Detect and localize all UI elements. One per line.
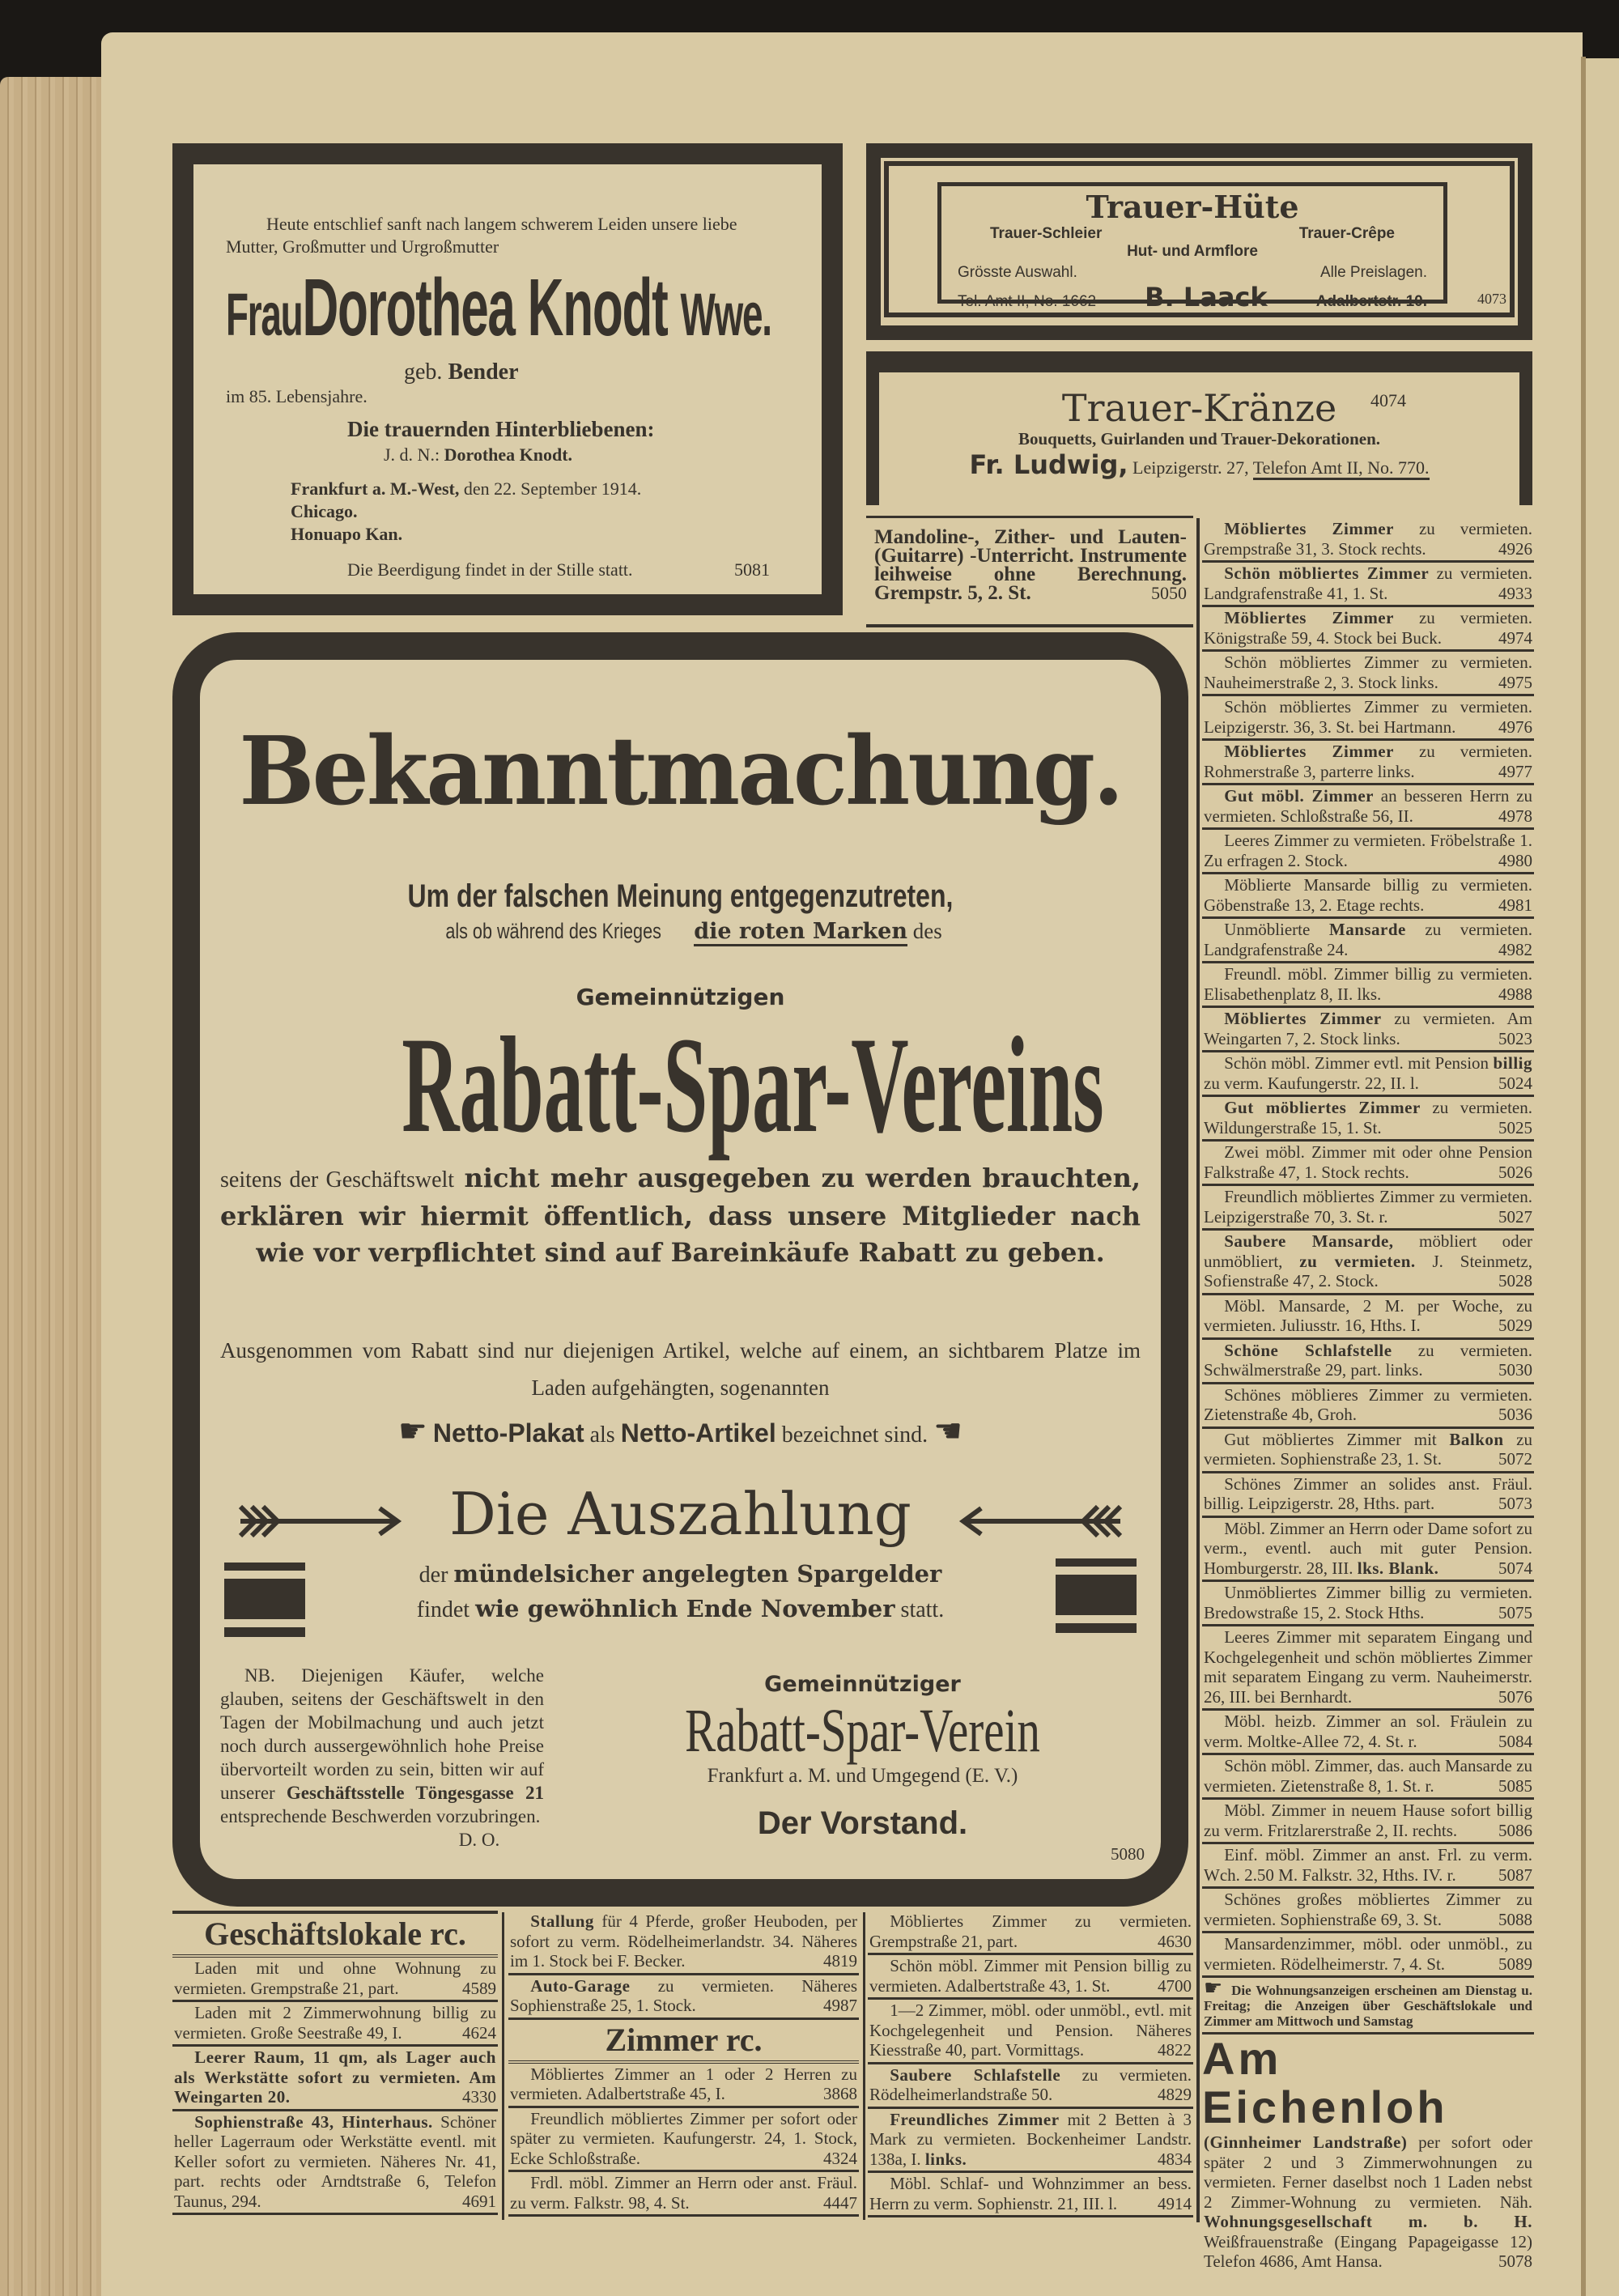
ad-bold-text: Schön möbliertes Zimmer xyxy=(1224,563,1430,583)
classified-ad xyxy=(172,2047,498,2111)
ad-number: 4933 xyxy=(1498,583,1532,603)
ad-number: 5027 xyxy=(1498,1206,1532,1227)
ad-text: für 4 Pferde, großer Heuboden, per sofort zu verm. Rödelheimerlandstr. 34. Näheres im 1. Stock bei F. Becker. xyxy=(510,1911,857,1971)
ad-number: 5073 xyxy=(1498,1494,1532,1513)
ad-text: Schön möbliertes Zimmer zu vermieten. Nauheimerstraße 2, 3. Stock links. xyxy=(1204,653,1532,692)
ad-bold-text: Freundliches Zimmer xyxy=(890,2109,1060,2129)
pay1-start: der xyxy=(419,1563,448,1588)
ad-bold-text: Möbliertes Zimmer xyxy=(1224,519,1394,538)
classified-ad xyxy=(172,1958,498,2002)
pay2-end: statt. xyxy=(900,1597,945,1622)
ad-number: 4074 xyxy=(1370,390,1406,410)
ad-number: 5084 xyxy=(1498,1731,1532,1751)
ad-number: 4982 xyxy=(1498,939,1532,959)
line2-start: als ob während des Krieges xyxy=(445,919,662,943)
eichenloh-ad xyxy=(1202,2035,1534,2273)
classified-ad xyxy=(1202,652,1534,696)
classified-ad xyxy=(1202,1429,1534,1473)
ad-text: Mandoline-, Zither- und Lauten- (Guitarre) -Unterricht. Instrumente leihweise ohne Berechnung. Grempstr. 5, 2. St. xyxy=(874,526,1187,604)
pointing-hand-left-icon: ☚ xyxy=(933,1413,962,1450)
sig-org: Rabatt-Spar-Verein xyxy=(685,1697,1040,1765)
classified-ad xyxy=(1202,874,1534,919)
ad-number: 4819 xyxy=(823,1951,857,1971)
ad-number: 4691 xyxy=(462,2191,496,2211)
ad-number: 5050 xyxy=(1151,583,1187,603)
next-page-edge xyxy=(1586,58,1619,2296)
ad-text: Möbl. heizb. Zimmer an sol. Fräulein zu verm. Moltke-Allee 72, 4. St. r. xyxy=(1204,1711,1532,1751)
ad-text: Schönes Zimmer an solides anst. Fräul. billig. Leipzigerstr. 28, Hths. part. xyxy=(1204,1473,1532,1513)
classified-ad xyxy=(1202,563,1534,607)
classified-ad xyxy=(172,2111,498,2216)
item-armflore: Hut- und Armflore xyxy=(1127,243,1258,260)
ad-bold-text: Mansarde xyxy=(1328,920,1406,939)
ad-bold-text: Gut möbl. Zimmer xyxy=(1224,786,1374,806)
classified-ad xyxy=(508,1911,859,1975)
ad-number: 5078 xyxy=(1498,2251,1532,2271)
ad-number: 4829 xyxy=(1158,2085,1192,2104)
ad-number: 5080 xyxy=(1111,1844,1145,1864)
ad-text: Freundl. möbl. Zimmer billig zu vermieten. Elisabethenplatz 8, II. lks. xyxy=(1204,964,1532,1004)
publication-notice xyxy=(1202,1978,1534,2035)
nb-signature: D. O. xyxy=(458,1830,500,1850)
classified-ad xyxy=(1202,741,1534,785)
section-heading-rooms: Zimmer rc. xyxy=(508,2020,859,2064)
obituary-intro: Heute entschlief sanft nach langem schwerem Leiden unsere liebe Mutter, Großmutter und Urgroßmutter xyxy=(226,214,737,257)
ad-number: 4834 xyxy=(1158,2149,1192,2169)
classified-ad xyxy=(1202,1626,1534,1711)
ad-text: Mansardenzimmer, möbl. oder unmöbl., zu vermieten. Rödelheimerstr. 7, 4. St. xyxy=(1204,1934,1532,1974)
ad-text: Weißfrauenstraße (Eingang Papageigasse 12) Telefon 4686, Amt Hansa. xyxy=(1204,2231,1532,2271)
ad-number: 4981 xyxy=(1498,895,1532,915)
classified-ad xyxy=(1202,1582,1534,1626)
ad-bold-text: links. xyxy=(924,2149,967,2169)
ad-text: Möblierte Mansarde billig zu vermieten. Göbenstraße 13, 2. Etage rechts. xyxy=(1204,875,1532,915)
ad-text: zu vermieten. Sophienstraße 23, 1. St. xyxy=(1204,1429,1532,1469)
pointing-hand-right-icon: ☛ xyxy=(398,1413,427,1450)
ad-text: Schönes großes möbliertes Zimmer zu vermieten. Sophienstraße 69, 3. St. xyxy=(1204,1890,1532,1929)
ad-text: Möbl. Zimmer in neuem Hause sofort billig zu verm. Fritzlarerstraße 2, II. rechts. xyxy=(1204,1801,1532,1840)
ad-number: 5025 xyxy=(1498,1117,1532,1137)
ad-bold-text: Möbliertes Zimmer xyxy=(1224,742,1394,761)
ad-bold-text: Saubere Schlafstelle xyxy=(890,2064,1061,2085)
obituary-notice xyxy=(172,143,843,615)
nb-paragraph xyxy=(220,1664,544,1852)
selection-text: Grösste Auswahl. xyxy=(958,264,1077,281)
ad-text: Unmöbliertes Zimmer billig zu vermieten. Bredowstraße 15, 2. Stock Hths. xyxy=(1204,1583,1532,1622)
book-page-stack xyxy=(0,77,104,2296)
ad-number: 5089 xyxy=(1498,1954,1532,1974)
deceased-name: Dorothea Knodt xyxy=(302,262,668,353)
ad-text: Frdl. möbl. Zimmer an Herrn oder anst. Fräul. zu verm. Falkstr. 98, 4. St. xyxy=(510,2173,857,2213)
ad-number: 4330 xyxy=(462,2087,496,2107)
classified-ad xyxy=(508,2108,859,2173)
trauer-huete-ad xyxy=(866,143,1532,340)
place-chicago: Chicago. xyxy=(291,501,358,521)
ad-bold-text: lks. Blank. xyxy=(1357,1558,1439,1578)
maiden-name: Bender xyxy=(448,359,519,385)
classified-ad xyxy=(868,2109,1193,2174)
classified-ad xyxy=(1202,1800,1534,1844)
ad-number: 5081 xyxy=(734,559,770,580)
ad-bold-text: Gut möbliertes Zimmer xyxy=(1224,1098,1421,1117)
ad-number: 4988 xyxy=(1498,984,1532,1004)
ad-number: 4700 xyxy=(1158,1975,1192,1996)
ad-text: Freundlich möbliertes Zimmer per sofort oder später zu vermieten. Kaufungerstr. 24, 1. Stock, Ecke Schloßstraße. xyxy=(510,2108,857,2168)
ad-number: 4073 xyxy=(1477,291,1506,307)
ad-text: zu vermieten. Rödelheimerlandstraße 50. xyxy=(869,2064,1192,2104)
org-prefix: Gemeinnützigen xyxy=(576,984,785,1010)
ad-text: Leeres Zimmer zu vermieten. Fröbelstraße 1. Zu erfragen 2. Stock. xyxy=(1204,831,1532,870)
classified-ad xyxy=(1202,1711,1534,1755)
ad-bold-text: Sophienstraße 43, Hinterhaus. xyxy=(194,2111,433,2132)
pay2-start: findet xyxy=(416,1597,470,1622)
obituary-date: den 22. September 1914. xyxy=(463,478,642,499)
section-heading-business: Geschäftslokale rc. xyxy=(172,1914,498,1958)
ad-number: 4624 xyxy=(462,2022,496,2043)
ad-number: 5086 xyxy=(1498,1820,1532,1840)
ad-text: möbliert oder unmöbliert, xyxy=(1204,1231,1532,1271)
classified-column-rooms xyxy=(1202,518,1534,2271)
announcement-line1: Um der falschen Meinung entgegenzutreten, xyxy=(407,878,954,914)
org-name: Rabatt-Spar-Vereins xyxy=(402,1009,1104,1161)
line2-end: des xyxy=(912,919,942,943)
ad-bold-text: Leerer Raum, 11 qm, als Lager auch als Werkstätte sofort zu vermieten. Am Weingarten 20. xyxy=(174,2047,496,2107)
ad-number: 4977 xyxy=(1498,761,1532,781)
notice-text: Die Wohnungsanzeigen erscheinen am Dienstag u. Freitag; die Anzeigen über Geschäftslokale und Zimmer am Mittwoch und Samstag xyxy=(1204,1983,1532,2029)
prices-text: Alle Preislagen. xyxy=(1319,264,1427,281)
ad-title: Trauer-Hüte xyxy=(1086,189,1299,225)
netto-artikel: Netto-Artikel xyxy=(620,1418,776,1448)
ad-number: 5036 xyxy=(1498,1405,1532,1424)
classified-ad xyxy=(1202,1933,1534,1978)
on-behalf-name: Dorothea Knodt. xyxy=(444,444,573,465)
ad-number: 4447 xyxy=(823,2192,857,2213)
classified-ad xyxy=(1202,1186,1534,1231)
ad-text: Leeres Zimmer mit separatem Eingang und Kochgelegenheit und schön möbliertes Zimmer mit separatem Eingang zu verm. Nauheimerstr. 26, III. bei Bernhardt. xyxy=(1204,1627,1532,1707)
nb-office: Geschäftsstelle Töngesgasse 21 xyxy=(286,1783,544,1803)
mourners-heading: Die trauernden Hinterbliebenen: xyxy=(347,417,655,441)
ad-text: 1—2 Zimmer, möbl. oder unmöbl., evtl. mit Kochgelegenheit und Pension. Näheres Kiesstraße 40, part. Vormittags. xyxy=(869,2000,1192,2060)
ad-bold-text: billig xyxy=(1493,1053,1532,1073)
nb-text: NB. Diejenigen Käufer, welche glauben, seitens der Geschäftswelt in den Tagen der Mobilmachung und auch jetzt noch durch aussergewöhnlich hohe Preise übervorteilt worden zu sein, bitten wir auf unserer xyxy=(220,1665,544,1803)
ad-number: 5026 xyxy=(1498,1162,1532,1182)
ad-number: 5030 xyxy=(1498,1360,1532,1380)
classified-ad xyxy=(868,2064,1193,2109)
obituary-age: im 85. Lebensjahre. xyxy=(226,386,368,406)
ad-text: mit 2 Betten à 3 Mark zu vermieten. Bockenheimer Landstr. 138a, I. xyxy=(869,2109,1192,2169)
bekanntmachung-ad xyxy=(172,632,1188,1907)
signature-block xyxy=(580,1672,1145,1842)
ad-number: 5029 xyxy=(1498,1316,1532,1335)
obituary-name xyxy=(226,262,771,359)
classified-ad xyxy=(508,1975,859,2020)
phone: Telefon Amt II, No. 770. xyxy=(1253,457,1430,480)
classified-ad xyxy=(1202,1142,1534,1186)
ad-text: Unmöblierte xyxy=(1224,920,1329,939)
ad-number: 4822 xyxy=(1158,2040,1192,2060)
classified-ad xyxy=(172,2002,498,2047)
ad-number: 5076 xyxy=(1498,1686,1532,1707)
classified-ad xyxy=(1202,785,1534,830)
ad-text: Möbl. Zimmer an Herrn oder Dame sofort zu verm., eventl. auch mit guter Pension. Homburgerstr. 28, III. xyxy=(1204,1518,1532,1578)
classified-ad xyxy=(1202,1097,1534,1142)
address: Adalbertstr. 10. xyxy=(1315,293,1427,310)
classified-ad xyxy=(868,2000,1193,2064)
classified-ad xyxy=(868,2173,1193,2217)
netto-as: als xyxy=(589,1422,615,1448)
ad-number: 4987 xyxy=(823,1996,857,2015)
classified-ad xyxy=(1202,1340,1534,1384)
ad-number: 5087 xyxy=(1498,1864,1532,1885)
exception-text: Ausgenommen vom Rabatt sind nur diejenigen Artikel, welche auf einem, an sichtbarem Platze im Laden aufgehängten, sogenannten xyxy=(220,1338,1141,1400)
ad-text: Möbl. Mansarde, 2 M. per Woche, zu vermieten. Juliusstr. 16, Hths. I. xyxy=(1204,1295,1532,1335)
ad-number: 4630 xyxy=(1158,1931,1192,1951)
phone: Tel. Amt II, No. 1662 xyxy=(958,293,1097,310)
classified-ad xyxy=(1202,1518,1534,1583)
classified-ad xyxy=(1202,1755,1534,1800)
ad-bold-text: Auto-Garage xyxy=(530,1975,631,1996)
ad-bold-text: Saubere Mansarde, xyxy=(1224,1231,1394,1251)
place-frankfurt: Frankfurt a. M.-West, xyxy=(291,478,460,499)
ad-number: 5023 xyxy=(1498,1028,1532,1048)
ad-text: Möbliertes Zimmer an 1 oder 2 Herren zu vermieten. Adalbertstraße 45, I. xyxy=(510,2064,857,2103)
netto-end: bezeichnet sind. xyxy=(781,1422,928,1448)
pay2-bold: wie gewöhnlich Ende November xyxy=(475,1595,895,1622)
ad-bold-text: Möbliertes Zimmer xyxy=(1224,608,1394,627)
classified-ad xyxy=(1202,1295,1534,1340)
classified-column-rooms-2 xyxy=(868,1911,1193,2230)
ad-number: 4324 xyxy=(823,2148,857,2168)
classified-ad xyxy=(1202,607,1534,652)
ad-number: 4914 xyxy=(1158,2193,1192,2213)
mandoline-ad xyxy=(866,516,1193,627)
ad-number: 5072 xyxy=(1498,1449,1532,1469)
nb-text-end: entsprechende Beschwerden vorzubringen. xyxy=(220,1806,541,1826)
ad-inner-frame xyxy=(937,182,1447,313)
item-schleier: Trauer-Schleier xyxy=(990,225,1103,242)
ad-text: Schön möbl. Zimmer mit Pension billig zu vermieten. Adalbertstraße 43, 1. St. xyxy=(869,1956,1192,1996)
ad-number: 5024 xyxy=(1498,1073,1532,1093)
firm-name: B. Laack xyxy=(1145,282,1268,313)
ad-text: zu vermieten. Schwälmerstraße 29, part. links. xyxy=(1204,1340,1532,1380)
ad-bold-text: Stallung xyxy=(530,1911,594,1931)
ad-text: Laden mit 2 Zimmerwohnung billig zu vermieten. Große Seestraße 49, I. xyxy=(174,2003,496,2043)
classified-ad xyxy=(1202,919,1534,963)
classified-ad xyxy=(1202,1008,1534,1052)
netto-plakat: Netto-Plakat xyxy=(432,1418,584,1448)
ad-title: Trauer-Kränze xyxy=(1061,386,1337,430)
ad-text: Einf. möbl. Zimmer an anst. Frl. zu verm. Wch. 2.50 M. Falkstr. 32, Hths. IV. r. xyxy=(1204,1845,1532,1885)
classified-ad xyxy=(1202,696,1534,741)
sig-board: Der Vorstand. xyxy=(757,1805,968,1841)
name-prefix: Frau xyxy=(226,281,303,348)
classified-ad xyxy=(1202,1052,1534,1097)
firm-name: Fr. Ludwig, xyxy=(969,449,1128,480)
ad-number: 5088 xyxy=(1498,1909,1532,1929)
classified-ad xyxy=(1202,1231,1534,1295)
classified-column-stalls-rooms xyxy=(508,1911,859,2230)
ad-text: Gut möbliertes Zimmer mit xyxy=(1224,1429,1450,1449)
pay1-bold: mündelsicher angelegten Spargelder xyxy=(453,1560,942,1588)
red-stamps-text: die roten Marken xyxy=(694,919,907,946)
classified-ad xyxy=(1202,830,1534,874)
classified-ad xyxy=(508,2172,859,2217)
item-crepe: Trauer-Crêpe xyxy=(1298,225,1395,242)
ad-text: Zwei möbl. Zimmer mit oder ohne Pension Falkstraße 47, 1. Stock rechts. xyxy=(1204,1142,1532,1182)
ad-text: Schöner heller Lagerraum oder Werkstätte eventl. mit Keller sofort zu vermieten. Näheres Nr. 41, part. rechts oder Arndtstraße 6, Telefon Taunus, 294. xyxy=(174,2111,496,2211)
classified-ad xyxy=(1202,2132,1534,2273)
ad-number: 4976 xyxy=(1498,716,1532,737)
ad-subtitle: Bouquetts, Guirlanden und Trauer-Dekorationen. xyxy=(1018,429,1381,449)
classified-ad xyxy=(868,1955,1193,2000)
ad-frame xyxy=(884,161,1515,317)
pointing-hand-icon: ☛ xyxy=(1204,1976,1232,2000)
eichenloh-title: Am Eichenloh xyxy=(1202,2033,1448,2132)
ad-bold-text: zu vermieten. xyxy=(1299,1251,1416,1271)
classified-ad xyxy=(1202,518,1534,563)
ad-bold-text: (Ginnheimer Landstraße) xyxy=(1204,2132,1408,2152)
ad-number: 5074 xyxy=(1498,1558,1532,1578)
ad-text: Laden mit und ohne Wohnung zu vermieten. Grempstraße 21, part. xyxy=(174,1958,496,1998)
ad-number: 5075 xyxy=(1498,1602,1532,1622)
ad-text: Freundlich möbliertes Zimmer zu vermieten. Leipzigerstraße 70, 3. St. r. xyxy=(1204,1187,1532,1227)
on-behalf-prefix: J. d. N.: xyxy=(384,444,440,465)
ad-text: Schön möbl. Zimmer evtl. mit Pension xyxy=(1224,1053,1494,1073)
classified-ad xyxy=(1202,1889,1534,1933)
classified-ad xyxy=(508,2064,859,2108)
ad-text: zu vermieten. Königstraße 59, 4. Stock bei Buck. xyxy=(1204,608,1532,648)
ad-text: zu verm. Kaufungerstr. 22, II. l. xyxy=(1204,1073,1419,1093)
sig-place: Frankfurt a. M. und Umgegend (E. V.) xyxy=(707,1765,1018,1787)
ad-text: J. Steinmetz, Sofienstraße 47, 2. Stock. xyxy=(1204,1251,1532,1290)
ad-number: 4926 xyxy=(1498,538,1532,559)
classified-ad xyxy=(1202,1844,1534,1889)
classified-ad xyxy=(1202,1384,1534,1429)
ad-text: Möbl. Schlaf- und Wohnzimmer an bess. Herrn zu verm. Sophienstr. 21, III. l. xyxy=(869,2174,1192,2213)
ad-bold-text: Balkon xyxy=(1449,1429,1504,1449)
announcement-title: Bekanntmachung. xyxy=(239,716,1122,827)
para-start: seitens der Geschäftswelt xyxy=(220,1167,455,1193)
ad-number: 5028 xyxy=(1498,1271,1532,1290)
ad-number: 4974 xyxy=(1498,627,1532,648)
column-rule xyxy=(1196,518,1200,2222)
ad-number: 4589 xyxy=(462,1978,496,1998)
classified-ad xyxy=(1202,963,1534,1008)
classified-ad xyxy=(868,1911,1193,1955)
ad-number: 4978 xyxy=(1498,806,1532,826)
maiden-prefix: geb. xyxy=(404,359,443,385)
ad-text: Schön möbl. Zimmer, das. auch Mansarde zu vermieten. Zietenstraße 8, 1. St. r. xyxy=(1204,1756,1532,1796)
ad-text: zu vermieten. Wildungerstraße 15, 1. St. xyxy=(1204,1098,1532,1137)
sig-prefix: Gemeinnütziger xyxy=(764,1672,961,1697)
ad-bold-text: Möbliertes Zimmer xyxy=(1224,1009,1382,1028)
ad-text: zu vermieten. Grempstraße 31, 3. Stock rechts. xyxy=(1204,519,1532,559)
place-honuapo: Honuapo Kan. xyxy=(291,524,403,544)
ad-number: 3868 xyxy=(823,2084,857,2103)
name-suffix: Wwe. xyxy=(680,281,771,348)
ad-text: zu vermieten. Landgrafenstraße 41, 1. St. xyxy=(1204,563,1533,603)
payout-heading: Die Auszahlung xyxy=(449,1480,911,1548)
ad-text: zu vermieten. Näheres Sophienstraße 25, 1. Stock. xyxy=(510,1975,857,2015)
ad-bold-text: Schöne Schlafstelle xyxy=(1224,1340,1392,1360)
trauer-kraenze-ad xyxy=(866,351,1532,505)
classified-column-business xyxy=(172,1911,498,2230)
ad-number: 4975 xyxy=(1498,672,1532,692)
column-rule xyxy=(502,1912,504,2220)
funeral-note: Die Beerdigung findet in der Stille statt. xyxy=(347,559,633,580)
ad-text: Möbliertes Zimmer zu vermieten. Grempstraße 21, part. xyxy=(869,1911,1192,1951)
classified-ad xyxy=(1202,1473,1534,1518)
ad-text: zu vermieten. Landgrafenstraße 24. xyxy=(1204,920,1532,959)
ad-text: Schön möbliertes Zimmer zu vermieten. Leipzigerstr. 36, 3. St. bei Hartmann. xyxy=(1204,697,1532,737)
para-bold: nicht mehr ausgegeben zu werden brauchten, erklären wir hiermit öffentlich, dass unsere Mitglieder nach wie vor verpflichtet sind auf Bareinkäufe Rabatt zu geben. xyxy=(220,1163,1141,1268)
ad-text: Schönes möblieres Zimmer zu vermieten. Zietenstraße 4b, Groh. xyxy=(1204,1384,1532,1424)
ad-bold-text: Wohnungsgesellschaft m. b. H. xyxy=(1204,2212,1532,2231)
ad-text: per sofort oder später 2 und 3 Zimmerwohnungen zu vermieten. Ferner daselbst noch 1 Laden nebst 2 Zimmer-Wohnung zu vermieten. Näh. xyxy=(1204,2132,1532,2212)
ad-number: 4980 xyxy=(1498,850,1532,870)
ad-text: an besseren Herrn zu vermieten. Schloßstraße 56, II. xyxy=(1204,786,1533,826)
column-rule xyxy=(863,1912,865,2220)
address: Leipzigerstr. 27, xyxy=(1132,457,1249,478)
ad-text: zu vermieten. Am Weingarten 7, 2. Stock links. xyxy=(1204,1009,1532,1048)
ad-number: 5085 xyxy=(1498,1775,1532,1796)
ad-text: zu vermieten. Rohmerstraße 3, parterre links. xyxy=(1204,742,1532,781)
